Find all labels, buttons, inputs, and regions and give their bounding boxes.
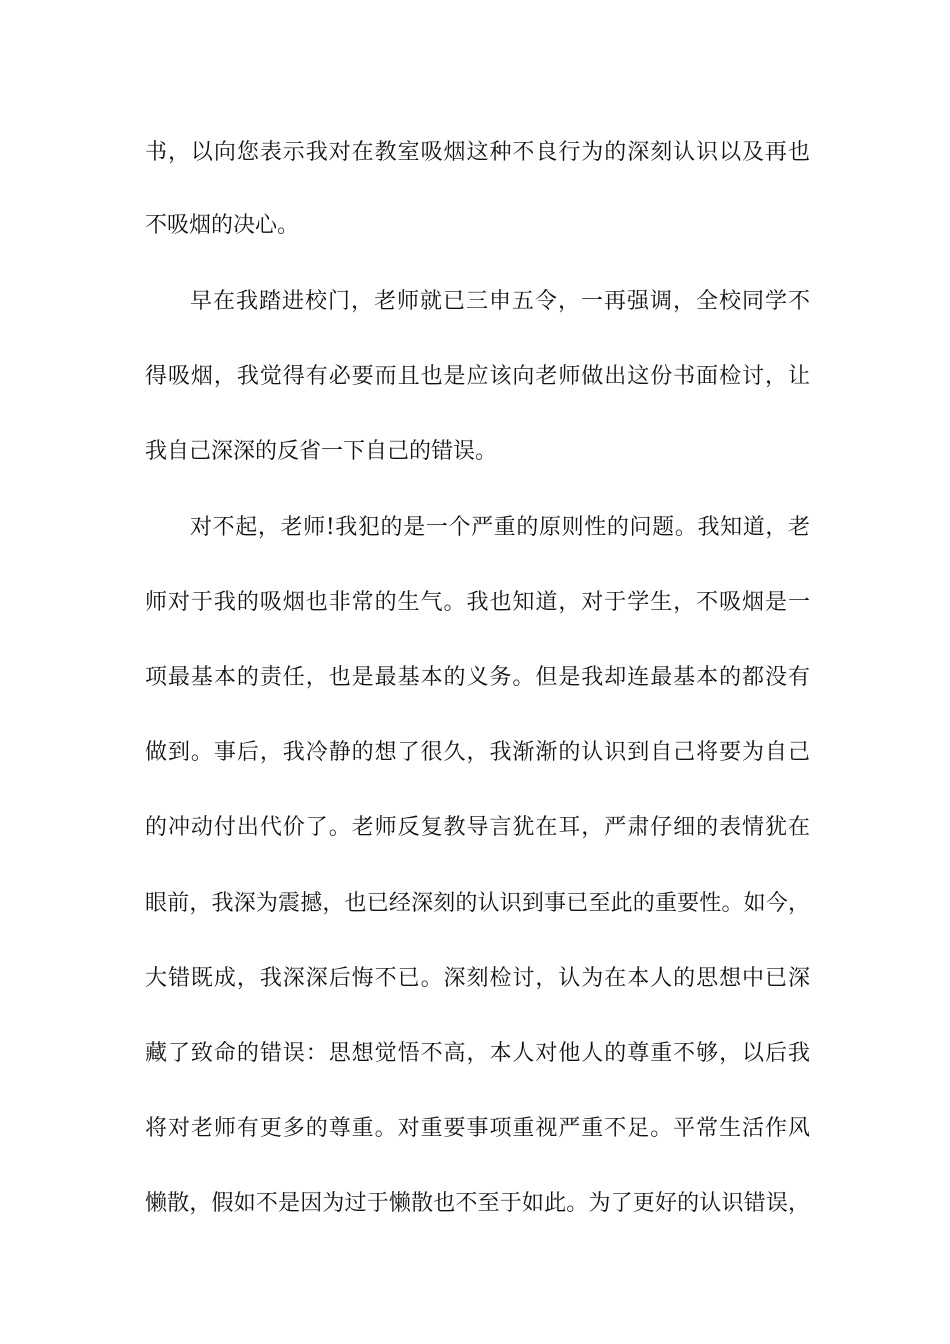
text-line: 眼前，我深为震撼，也已经深刻的认识到事已至此的重要性。如今， bbox=[145, 891, 810, 916]
text-line: 书，以向您表示我对在教室吸烟这种不良行为的深刻认识以及再也 bbox=[145, 140, 810, 165]
paragraph-first-line: 早在我踏进校门，老师就已三申五令，一再强调，全校同学不 bbox=[190, 289, 810, 314]
text-line: 懒散，假如不是因为过于懒散也不至于如此。为了更好的认识错误， bbox=[145, 1191, 810, 1216]
text-line: 不吸烟的决心。 bbox=[145, 213, 300, 238]
paragraph-first-line: 对不起，老师!我犯的是一个严重的原则性的问题。我知道，老 bbox=[190, 515, 810, 540]
text-line: 的冲动付出代价了。老师反复教导言犹在耳，严肃仔细的表情犹在 bbox=[145, 815, 810, 840]
text-line: 我自己深深的反省一下自己的错误。 bbox=[145, 439, 498, 464]
text-line: 藏了致命的错误：思想觉悟不高，本人对他人的尊重不够，以后我 bbox=[145, 1041, 810, 1066]
text-line: 做到。事后，我冷静的想了很久，我渐渐的认识到自己将要为自己 bbox=[145, 740, 810, 765]
text-line: 项最基本的责任，也是最基本的义务。但是我却连最基本的都没有 bbox=[145, 665, 810, 690]
text-line: 师对于我的吸烟也非常的生气。我也知道，对于学生，不吸烟是一 bbox=[145, 590, 810, 615]
text-line: 将对老师有更多的尊重。对重要事项重视严重不足。平常生活作风 bbox=[145, 1116, 810, 1141]
text-line: 得吸烟，我觉得有必要而且也是应该向老师做出这份书面检讨，让 bbox=[145, 364, 810, 389]
text-line: 大错既成，我深深后悔不已。深刻检讨，认为在本人的思想中已深 bbox=[145, 966, 810, 991]
